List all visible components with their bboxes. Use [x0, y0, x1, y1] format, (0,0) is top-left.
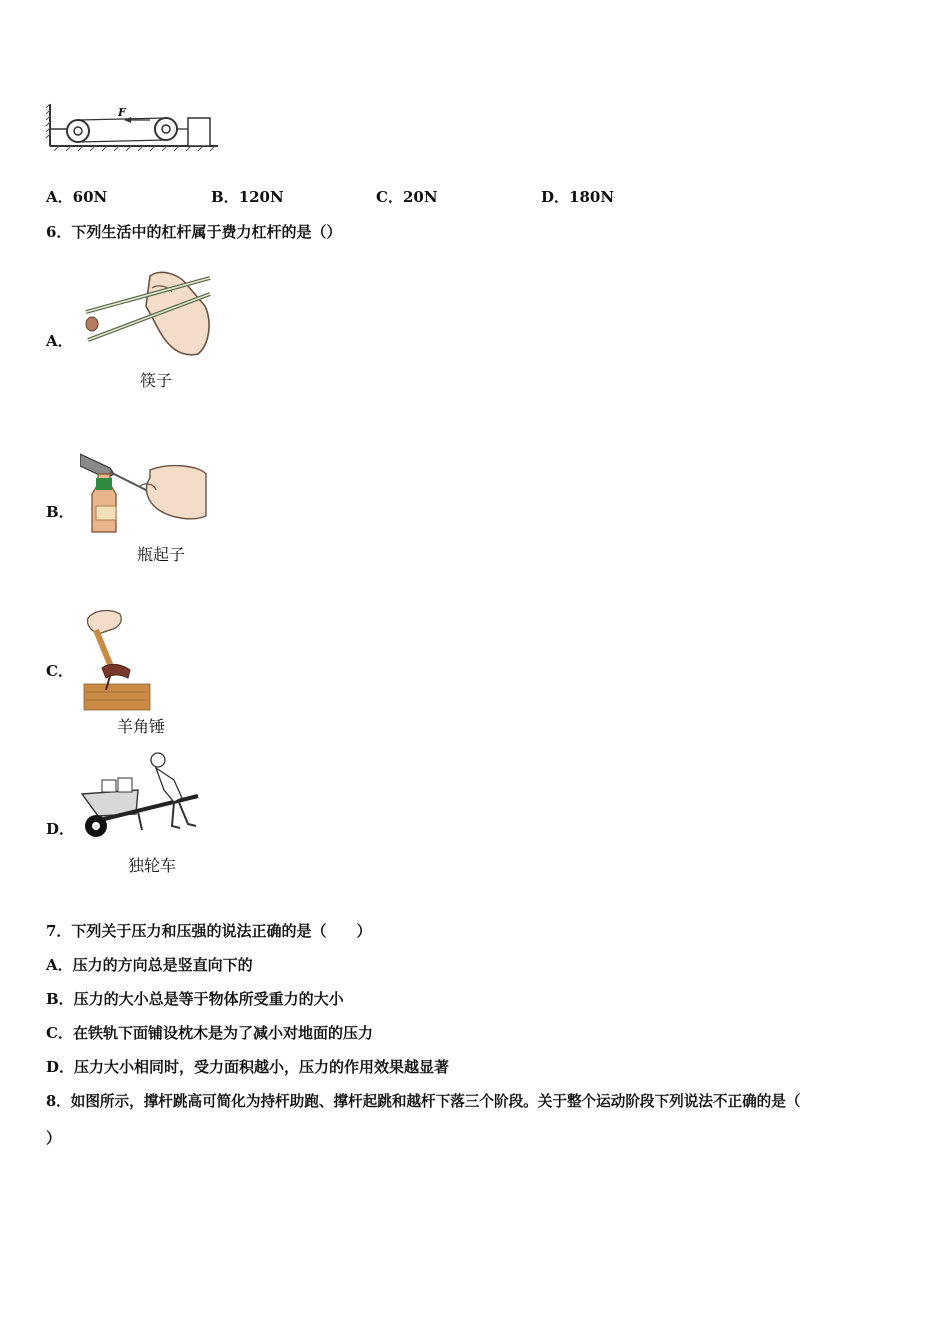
q6-option-b-letter: B． — [46, 503, 74, 521]
q7-option-c: C．在铁轨下面铺设枕木是为了减小对地面的压力 — [46, 1024, 373, 1042]
q6-stem: 6．下列生活中的杠杆属于费力杠杆的是（） — [46, 223, 342, 241]
q7-option-b: B．压力的大小总是等于物体所受重力的大小 — [46, 990, 344, 1008]
claw-hammer-image — [80, 608, 152, 712]
q5-option-b: B．120N — [211, 188, 284, 206]
pulley-figure — [46, 98, 222, 156]
q6-option-a-letter: A． — [46, 332, 73, 350]
q7-stem: 7．下列关于压力和压强的说法正确的是（ ） — [46, 922, 372, 940]
q6-caption-b: 瓶起子 — [137, 545, 186, 564]
wheelbarrow-image — [78, 750, 206, 842]
q5-option-d: D．180N — [541, 188, 615, 206]
q5-option-c: C．20N — [376, 188, 438, 206]
q7-option-a: A．压力的方向总是竖直向下的 — [46, 956, 253, 974]
force-label: F — [118, 106, 126, 119]
q6-caption-d: 独轮车 — [128, 856, 177, 875]
q5-option-a: A．60N — [46, 188, 108, 206]
chopsticks-image — [80, 266, 215, 358]
q8-stem: 8．如图所示，撑杆跳高可简化为持杆助跑、撑杆起跳和越杆下落三个阶段。关于整个运动阶段下列说法不正确的是（ — [46, 1093, 801, 1110]
q6-option-c-letter: C． — [46, 662, 73, 680]
q6-option-d-letter: D． — [46, 820, 75, 838]
bottle-opener-image — [80, 450, 208, 535]
q8-stem-continuation: ） — [46, 1129, 62, 1147]
q7-option-d: D．压力大小相同时，受力面积越小，压力的作用效果越显著 — [46, 1058, 450, 1076]
q6-caption-c: 羊角锤 — [117, 717, 166, 736]
q6-caption-a: 筷子 — [140, 371, 173, 390]
